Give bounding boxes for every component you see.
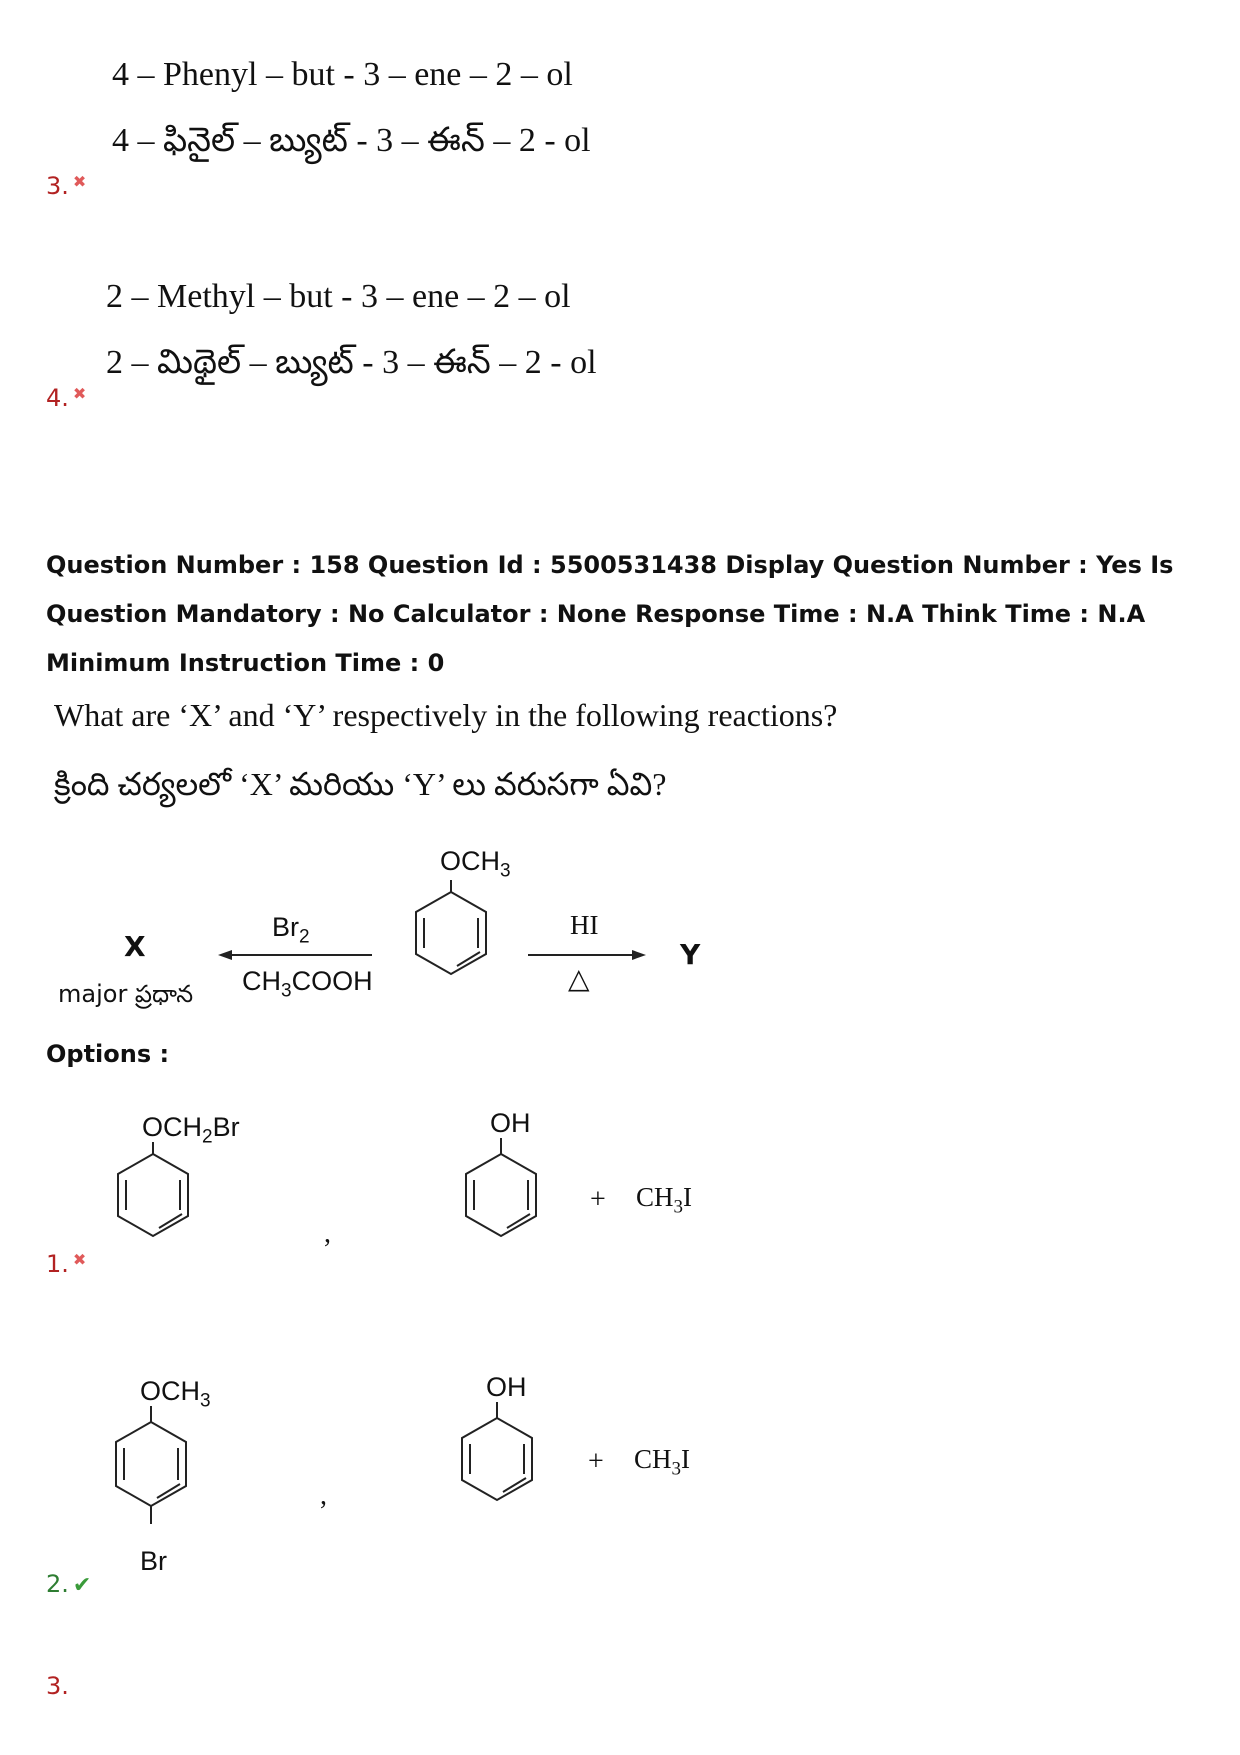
prev-option3-telugu: 4 – ఫినైల్ – బ్యుట్ - 3 – ఈన్ – 2 - ol	[112, 122, 591, 159]
prev-option3-number: 3.	[46, 172, 69, 200]
option1-x-sub-b: Br	[212, 1112, 240, 1142]
product-x-note: major ప్రధాన	[58, 980, 194, 1008]
options-label: Options :	[46, 1040, 170, 1068]
option1-byproduct-a: CH	[636, 1182, 674, 1212]
substituent-main: OCH	[440, 846, 500, 876]
option2-comma: ,	[320, 1480, 327, 1511]
br2-sub: 2	[299, 926, 310, 948]
acetic-main-a: CH	[242, 966, 281, 996]
option2-byproduct	[634, 1444, 690, 1480]
check-mark-icon: ✔	[72, 1573, 92, 1598]
option1-y-benzene-ring	[460, 1138, 542, 1248]
option2-y-substituent: OH	[486, 1372, 527, 1402]
question-text-english: What are ‘X’ and ‘Y’ respectively in the following reactions?	[54, 697, 838, 733]
wrong-mark-icon: ✖	[72, 384, 87, 403]
anisole-benzene-ring	[410, 880, 492, 990]
option2-y-benzene-ring	[456, 1402, 538, 1512]
option2-byproduct-a: CH	[634, 1444, 672, 1474]
option2-x-para-substituent: Br	[140, 1546, 167, 1576]
option3-number: 3.	[46, 1672, 69, 1700]
prev-option4-telugu: 2 – మిథైల్ – బ్యుట్ - 3 – ఈన్ – 2 - ol	[106, 344, 597, 381]
left-reaction-arrow	[218, 948, 374, 962]
right-reagent-top: HI	[570, 910, 599, 940]
wrong-mark-icon: ✖	[72, 1250, 87, 1269]
option1-number-row	[46, 1250, 86, 1278]
option2-x-sub-a: OCH	[140, 1376, 200, 1406]
reaction-substituent	[440, 846, 511, 882]
right-reaction-arrow	[528, 948, 646, 962]
option1-number: 1.	[46, 1250, 69, 1278]
option1-comma: ,	[324, 1218, 331, 1249]
product-y-label: Y	[680, 938, 701, 971]
option2-plus: +	[588, 1446, 604, 1477]
option2-number: 2.	[46, 1570, 69, 1598]
prev-option4-english: 2 – Methyl – but - 3 – ene – 2 – ol	[106, 278, 571, 315]
option1-byproduct-b: I	[683, 1182, 693, 1212]
option1-x-sub-sub: 2	[202, 1126, 213, 1148]
option1-y-substituent: OH	[490, 1108, 531, 1138]
prev-option4-number: 4.	[46, 384, 69, 412]
acetic-main-b: COOH	[291, 966, 373, 996]
product-x-label: X	[124, 930, 146, 963]
br2-main: Br	[272, 912, 299, 942]
option2-byproduct-sub: 3	[671, 1458, 682, 1480]
prev-option3-number-row	[46, 172, 86, 200]
option2-byproduct-b: I	[681, 1444, 691, 1474]
option2-x-benzene-ring	[110, 1406, 192, 1546]
wrong-mark-icon: ✖	[72, 172, 87, 191]
acetic-sub: 3	[281, 980, 292, 1002]
option1-plus: +	[590, 1184, 606, 1215]
heat-symbol: △	[568, 962, 590, 995]
substituent-sub: 3	[500, 860, 511, 882]
prev-option3-english: 4 – Phenyl – but - 3 – ene – 2 – ol	[112, 56, 573, 93]
option1-byproduct	[636, 1182, 692, 1218]
question-meta: Question Number : 158 Question Id : 5500531438 Display Question Number : Yes Is Question Mandatory : No Calculator : None Response Time : N.A Think Time : N.A Minimum Instruction Time : 0	[46, 551, 1174, 677]
question-text-telugu: క్రింది చర్యలలో ‘X’ మరియు ‘Y’ లు వరుసగా ఏవి?	[54, 766, 667, 802]
option1-byproduct-sub: 3	[673, 1196, 684, 1218]
option1-x-benzene-ring	[112, 1142, 194, 1252]
option1-x-sub-a: OCH	[142, 1112, 202, 1142]
left-reagent-bottom	[242, 966, 373, 1002]
left-reagent-top	[272, 912, 310, 948]
option2-x-sub-sub: 3	[200, 1390, 211, 1412]
option2-number-row	[46, 1570, 91, 1598]
prev-option4-number-row	[46, 384, 86, 412]
